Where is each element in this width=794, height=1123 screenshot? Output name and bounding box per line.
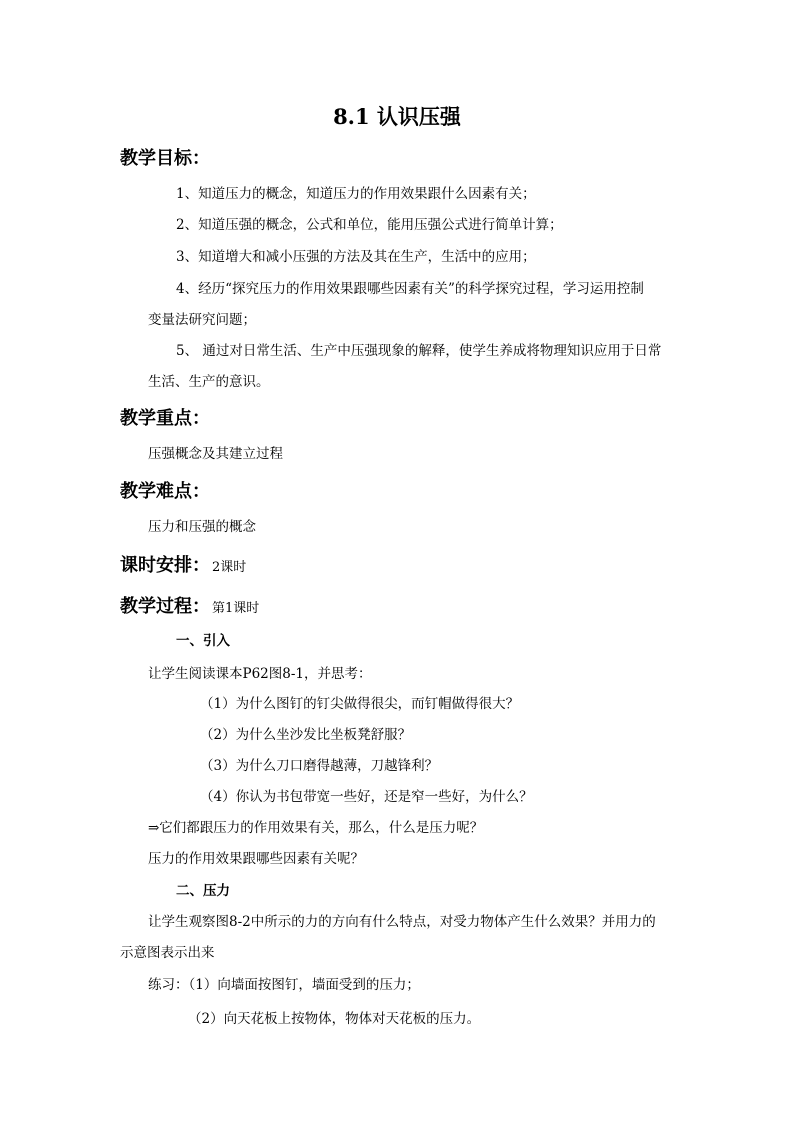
schedule-value: 2课时 bbox=[212, 560, 247, 575]
objective-item-4-cont: 变量法研究问题； bbox=[148, 312, 256, 328]
exercise-1: 练习：（1）向墙面按图钉，墙面受到的压力； bbox=[148, 977, 420, 993]
section-force-title: 二、压力 bbox=[176, 883, 230, 899]
conclusion-text: ⇒它们都跟压力的作用效果有关，那么，什么是压力呢？ bbox=[148, 820, 484, 836]
objective-item-3: 3、知道增大和减小压强的方法及其在生产，生活中的应用； bbox=[176, 249, 536, 265]
process-heading bbox=[120, 598, 259, 616]
page-title: 8.1 认识压强 bbox=[333, 104, 461, 129]
section-intro-title: 一、引入 bbox=[176, 633, 230, 649]
exercise-2: （2）向天花板上按物体，物体对天花板的压力。 bbox=[188, 1011, 481, 1027]
schedule-label: 课时安排： bbox=[120, 555, 210, 576]
objective-item-5-cont: 生活、生产的意识。 bbox=[148, 374, 270, 390]
objective-item-1: 1、知道压力的概念，知道压力的作用效果跟什么因素有关； bbox=[176, 186, 536, 202]
key-points-heading: 教学重点： bbox=[120, 408, 210, 429]
objective-item-5: 5、 通过对日常生活、生产中压强现象的解释，使学生养成将物理知识应用于日常 bbox=[176, 343, 662, 359]
objectives-heading: 教学目标： bbox=[120, 148, 210, 169]
process-value: 第1课时 bbox=[212, 601, 260, 616]
question-1: （1）为什么图钉的钉尖做得很尖，而钉帽做得很大？ bbox=[200, 696, 520, 712]
objective-item-2: 2、知道压强的概念，公式和单位，能用压强公式进行简单计算； bbox=[176, 217, 563, 233]
key-points-text: 压强概念及其建立过程 bbox=[148, 446, 283, 462]
section-force-text-line1: 让学生观察图8-2中所示的力的方向有什么特点，对受力物体产生什么效果？并用力的 bbox=[148, 914, 656, 930]
process-label: 教学过程： bbox=[120, 596, 210, 617]
objective-item-4: 4、经历“探究压力的作用效果跟哪些因素有关”的科学探究过程，学习运用控制 bbox=[176, 281, 644, 297]
question-2: （2）为什么坐沙发比坐板凳舒服？ bbox=[200, 727, 412, 743]
difficulties-heading: 教学难点： bbox=[120, 481, 210, 502]
difficulties-text: 压力和压强的概念 bbox=[148, 519, 256, 535]
question-4: （4）你认为书包带宽一些好，还是窄一些好，为什么？ bbox=[200, 789, 533, 805]
question-3: （3）为什么刀口磨得越薄，刀越锋利？ bbox=[200, 758, 439, 774]
schedule-heading bbox=[120, 557, 246, 575]
section-intro-text: 让学生阅读课本P62图8-1，并思考： bbox=[148, 666, 372, 682]
section-force-text-line2: 示意图表示出来 bbox=[120, 945, 215, 961]
follow-up-question: 压力的作用效果跟哪些因素有关呢？ bbox=[148, 851, 364, 867]
